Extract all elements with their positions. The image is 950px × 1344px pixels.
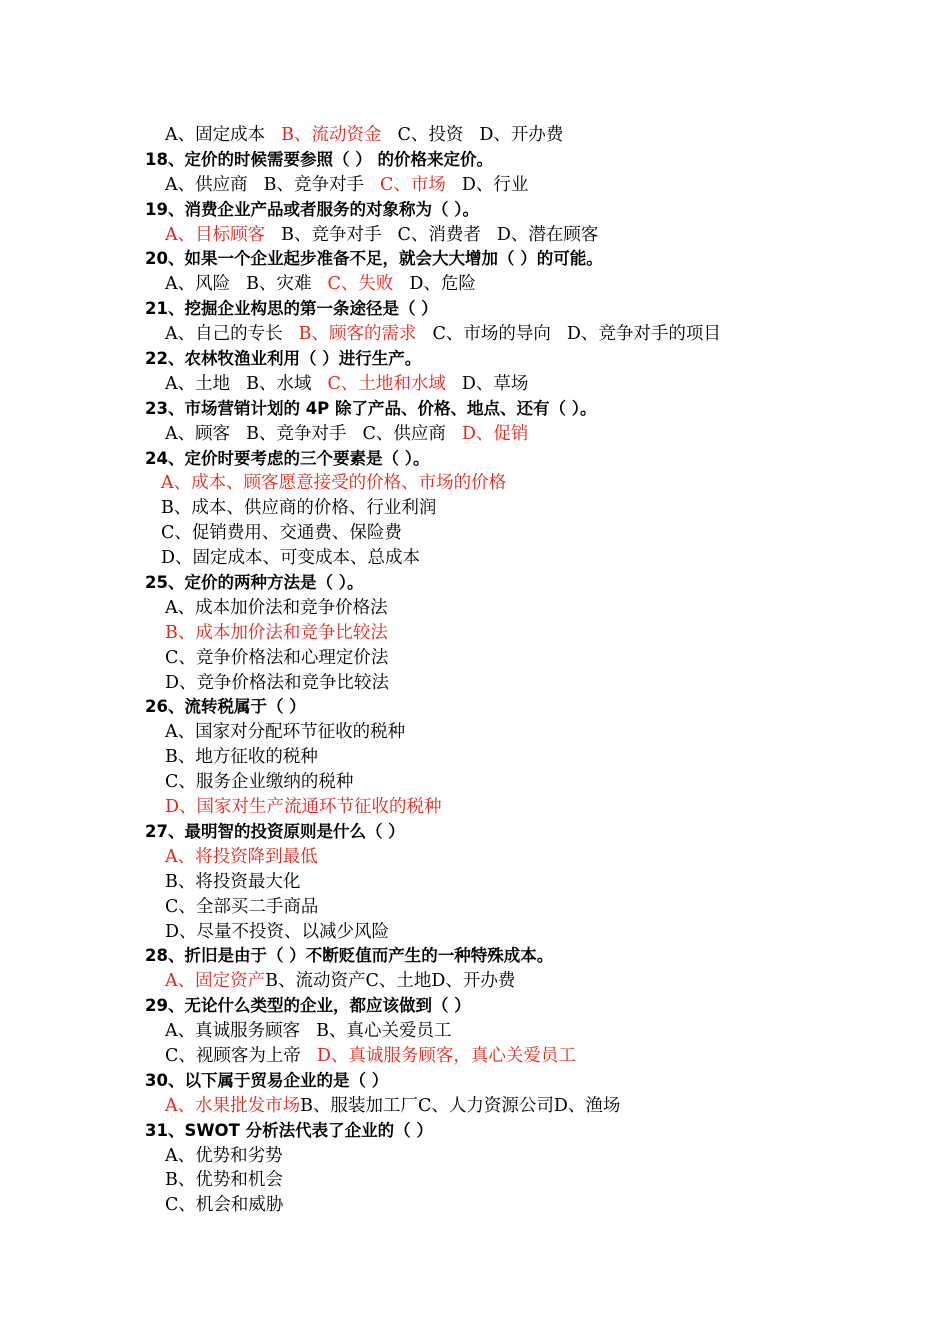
option: C、视顾客为上帝 [165, 1045, 301, 1066]
option: C、投资 [397, 125, 464, 145]
correct-option: A、水果批发市场 [165, 1095, 301, 1116]
question-text: 18、定价的时候需要参照（ ） 的价格来定价。 [145, 149, 493, 169]
option-line [0, 422, 950, 447]
option-line [0, 920, 950, 945]
question-text: 29、无论什么类型的企业，都应该做到（ ） [145, 996, 471, 1016]
option: D、竞争对手的项目 [566, 324, 721, 345]
option-line [0, 1044, 950, 1069]
option: B、水域 [246, 373, 312, 394]
option-line [0, 1144, 950, 1169]
option: C、促销费用、交通费、保险费 [161, 523, 402, 544]
question-text: 20、如果一个企业起步准备不足，就会大大增加（ ）的可能。 [145, 249, 603, 269]
option: D、开办费 [479, 125, 564, 145]
option-line [0, 471, 950, 496]
option: B、优势和机会 [165, 1170, 283, 1191]
option: A、顾客 [165, 423, 231, 444]
option: A、供应商 [165, 174, 248, 195]
option: B、真心关爱员工 [316, 1021, 452, 1042]
question-text: 28、折旧是由于（ ）不断贬值而产生的一种特殊成本。 [145, 946, 554, 966]
option-line [0, 1168, 950, 1193]
option: C、土地 [365, 971, 432, 992]
option-line [0, 496, 950, 521]
option: A、优势和劣势 [165, 1145, 283, 1166]
option-line [0, 322, 950, 347]
option: D、固定成本、可变成本、总成本 [161, 548, 421, 569]
option: B、流动资产 [265, 971, 366, 992]
question-text: 21、挖掘企业构思的第一条途径是（ ） [145, 299, 438, 319]
option: A、土地 [165, 373, 231, 394]
option-line [0, 1019, 950, 1044]
option-line [0, 969, 950, 994]
option-line [0, 223, 950, 248]
option: A、国家对分配环节征收的税种 [165, 722, 406, 743]
option: D、竞争价格法和竞争比较法 [165, 672, 390, 693]
question-text: 25、定价的两种方法是（ ）。 [145, 573, 364, 593]
option-line [0, 1193, 950, 1218]
question-text: 30、以下属于贸易企业的是（ ） [145, 1070, 389, 1090]
option: B、服装加工厂 [300, 1095, 419, 1116]
option: C、全部买二手商品 [165, 896, 319, 917]
option: B、竞争对手 [281, 224, 382, 245]
correct-option: B、顾客的需求 [298, 324, 417, 345]
option-line [0, 173, 950, 198]
option: C、消费者 [397, 224, 481, 245]
option-line [0, 546, 950, 571]
option: A、风险 [165, 274, 231, 295]
option: B、竞争对手 [263, 174, 365, 195]
option: A、自己的专长 [165, 324, 283, 345]
option: D、危险 [409, 274, 476, 295]
option-line [0, 895, 950, 920]
option-line [0, 870, 950, 895]
option-line [0, 795, 950, 820]
option: C、机会和威胁 [165, 1195, 284, 1216]
option: D、开办费 [431, 971, 516, 992]
correct-option: C、市场 [380, 174, 446, 195]
option: A、成本加价法和竞争价格法 [165, 597, 388, 618]
option: C、供应商 [362, 423, 446, 444]
option-line [0, 770, 950, 795]
option-line [0, 1094, 950, 1119]
option: B、灾难 [246, 274, 312, 295]
question-text: 27、最明智的投资原则是什么（ ） [145, 821, 405, 841]
option: C、竞争价格法和心理定价法 [165, 647, 389, 668]
option: C、人力资源公司 [418, 1095, 554, 1116]
option: B、竞争对手 [246, 423, 347, 444]
option: B、将投资最大化 [165, 871, 301, 892]
correct-option: A、目标顾客 [165, 224, 266, 245]
question-text: 22、农林牧渔业利用（ ）进行生产。 [145, 349, 422, 369]
correct-option: B、流动资金 [281, 125, 382, 145]
option-line [0, 720, 950, 745]
option-line [0, 272, 950, 297]
option: C、服务企业缴纳的税种 [165, 772, 354, 793]
correct-option: C、土地和水域 [327, 373, 446, 394]
correct-option: A、固定资产 [165, 971, 266, 992]
option: D、渔场 [553, 1095, 621, 1116]
correct-option: A、成本、顾客愿意接受的价格、市场的价格 [161, 473, 507, 494]
correct-option: D、国家对生产流通环节征收的税种 [165, 797, 442, 818]
question-text: 23、市场营销计划的 4P 除了产品、价格、地点、还有（ ）。 [145, 398, 597, 418]
option: C、市场的导向 [432, 324, 551, 345]
question-text: 19、消费企业产品或者服务的对象称为（ ）。 [145, 199, 479, 219]
option: D、潜在顾客 [496, 224, 599, 245]
question-text: 24、定价时要考虑的三个要素是（ ）。 [145, 448, 430, 468]
option-line [0, 596, 950, 621]
question-text: 26、流转税属于（ ） [145, 697, 306, 717]
correct-option: C、失败 [327, 274, 394, 295]
option-line [0, 745, 950, 770]
option-line [0, 646, 950, 671]
option-line [0, 621, 950, 646]
option: A、固定成本 [165, 125, 266, 145]
option-line [0, 372, 950, 397]
option-line [0, 671, 950, 696]
option-line [0, 123, 950, 148]
correct-option: D、真诚服务顾客，真心关爱员工 [316, 1045, 576, 1066]
option: D、草场 [461, 373, 529, 394]
correct-option: D、促销 [461, 423, 529, 444]
option: B、地方征收的税种 [165, 747, 318, 768]
question-text: 31、SWOT 分析法代表了企业的（ ） [145, 1120, 433, 1140]
option: B、成本、供应商的价格、行业利润 [161, 498, 437, 519]
option: D、尽量不投资、以减少风险 [165, 921, 390, 942]
correct-option: A、将投资降到最低 [165, 846, 318, 867]
option: A、真诚服务顾客 [165, 1021, 301, 1042]
document-page [0, 123, 950, 1218]
option: D、行业 [461, 174, 529, 195]
option-line [0, 845, 950, 870]
correct-option: B、成本加价法和竞争比较法 [165, 622, 388, 643]
option-line [0, 521, 950, 546]
